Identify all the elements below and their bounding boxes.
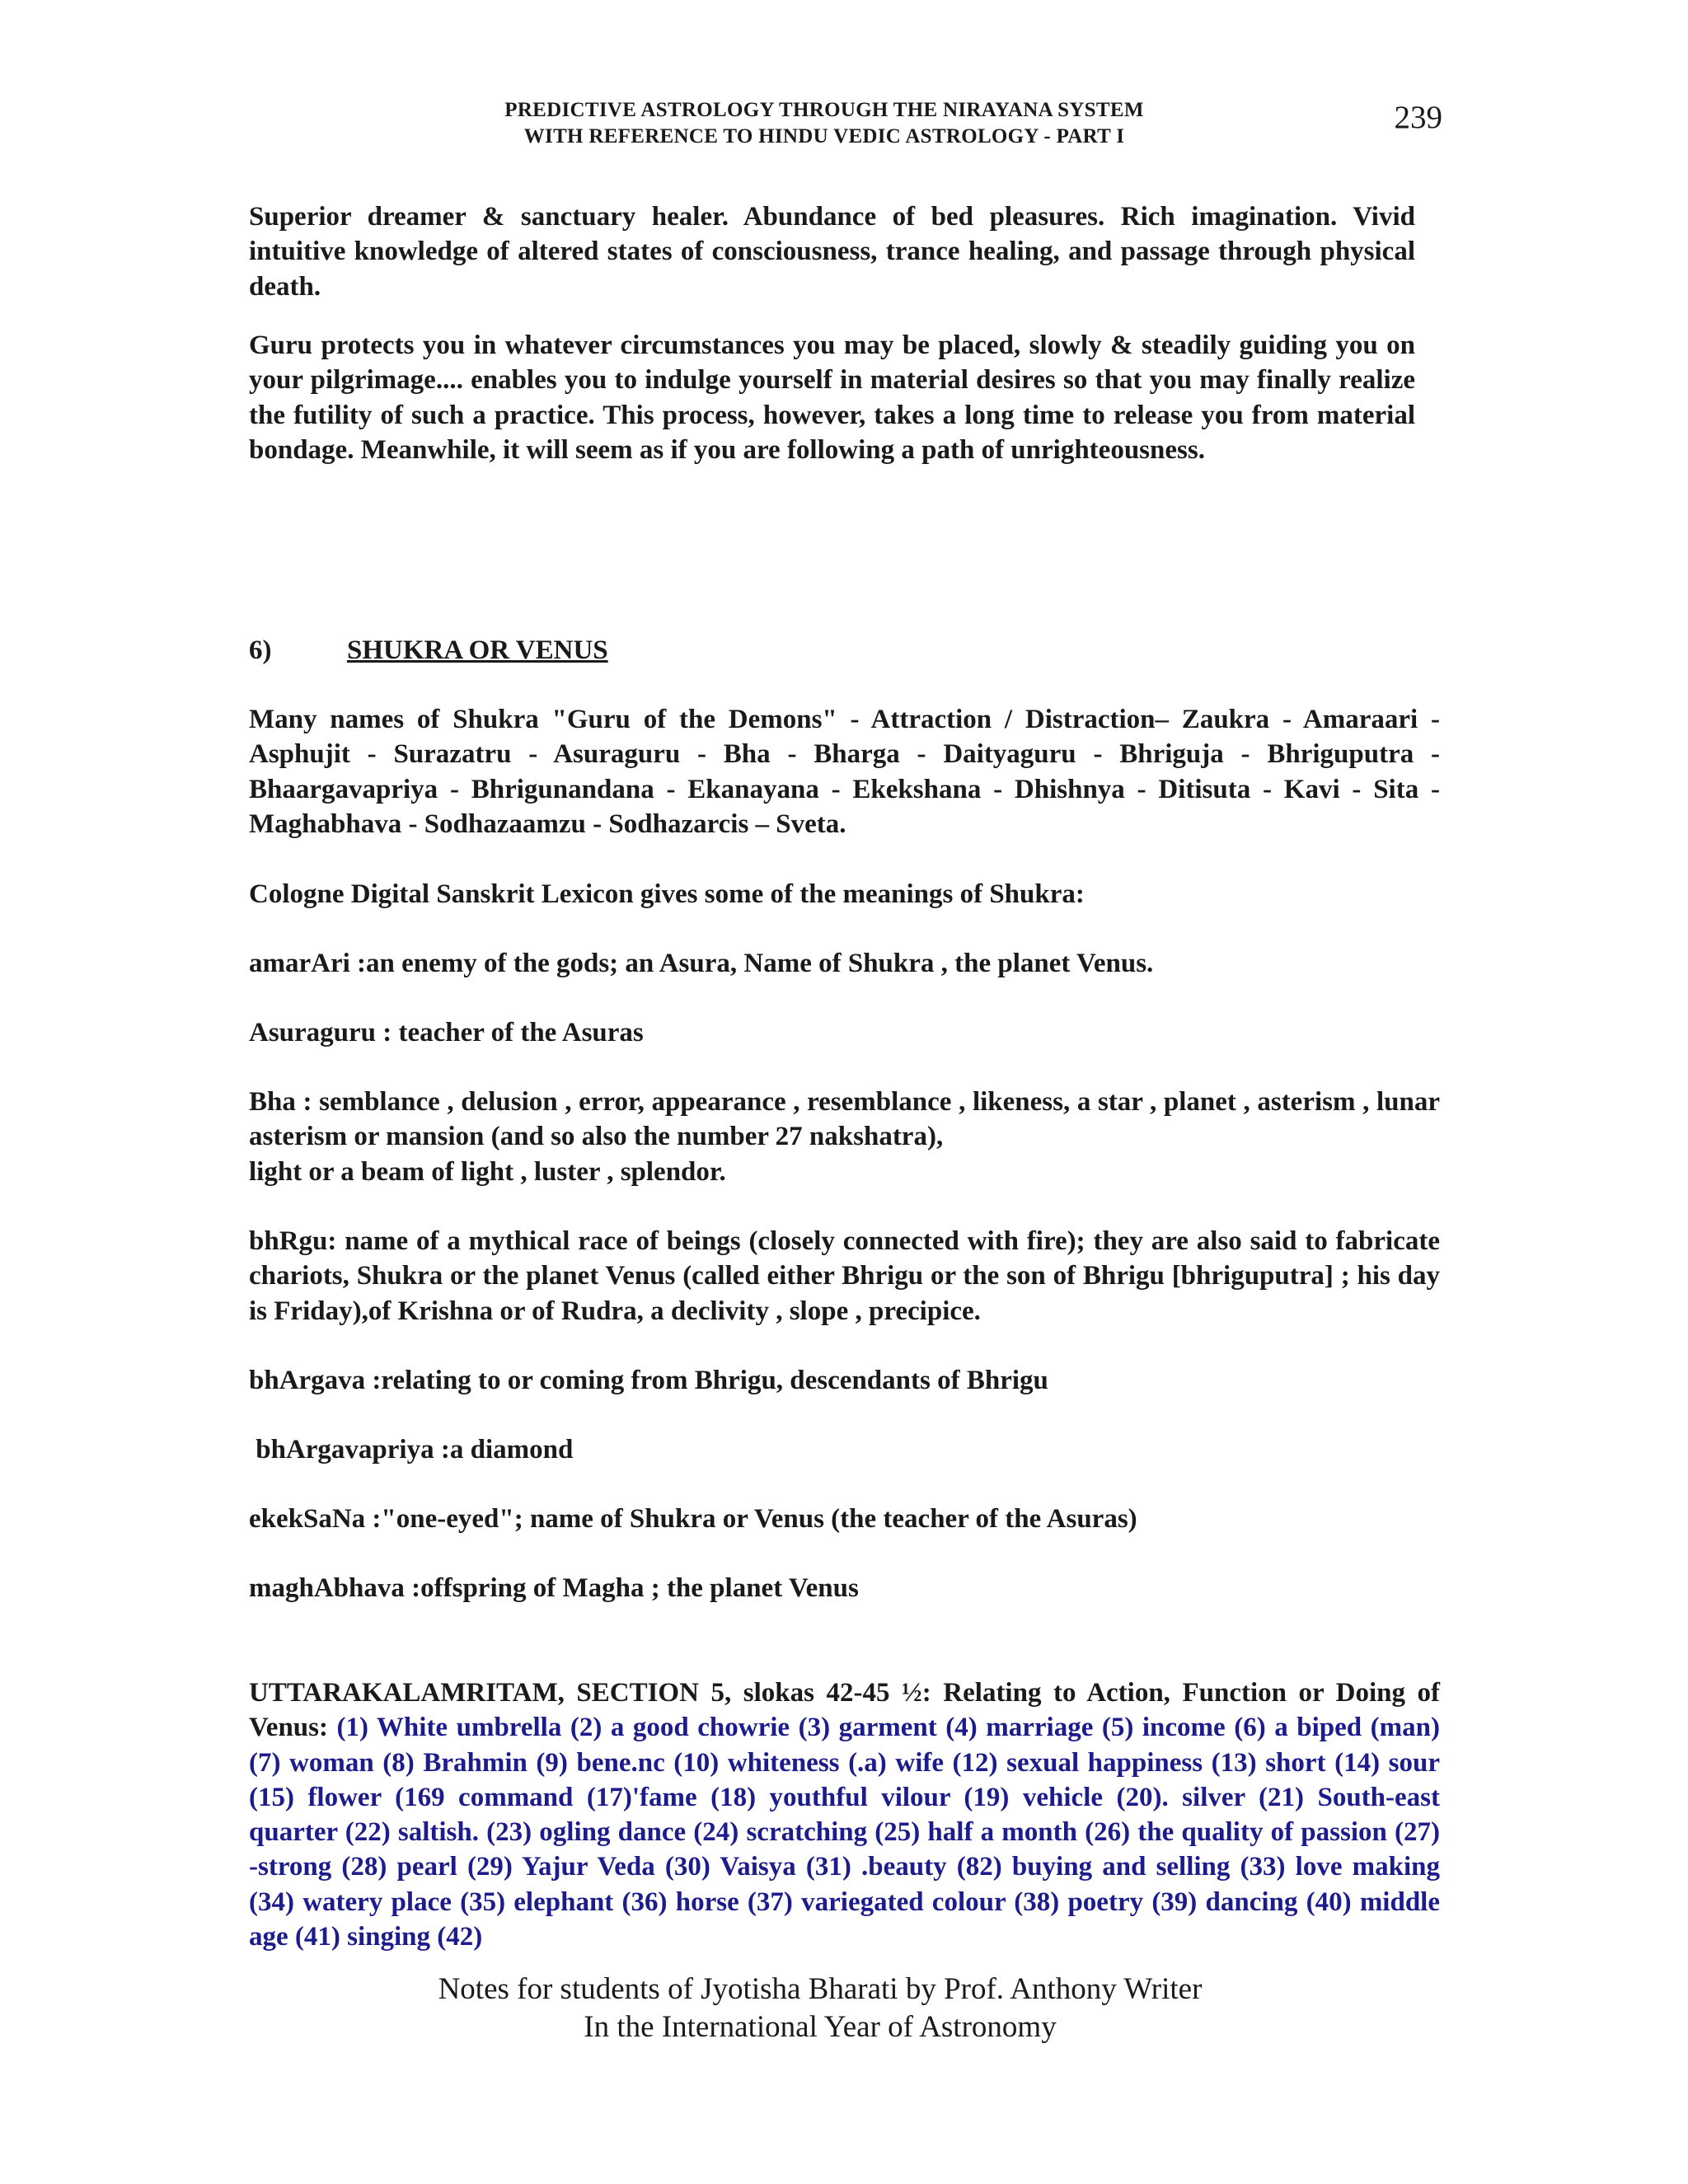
page-number: 239: [1394, 100, 1442, 135]
lexicon-entry-bha-text: Bha : semblance , delusion , error, appearance , resemblance , likeness, a star , planet , asterism , lunar asterism or mansion (and so also the number 27 nakshatra),: [249, 1087, 1440, 1152]
lexicon-entry-asuraguru: Asuraguru : teacher of the Asuras: [249, 1018, 644, 1047]
lexicon-entry-bhargava: bhArgava :relating to or coming from Bhrigu, descendants of Bhrigu: [249, 1366, 1048, 1395]
section-title: SHUKRA OR VENUS: [347, 635, 608, 665]
shukra-names-paragraph: Many names of Shukra "Guru of the Demons" - Attraction / Distraction– Zaukra - Amaraari - Asphujit - Surazatru - Asuraguru - Bha - Bharga - Daityaguru - Bhriguja - Bhriguputra - Bhaargavapriya - Bhrigunandana - Ekanayana - Ekekshana - Dhishnya - Ditisuta - Kavi - Sita - Maghabhava - Sodhazaamzu - Sodhazarcis – Sveta.: [249, 705, 1440, 839]
footer-line-1: Notes for students of Jyotisha Bharati by Prof. Anthony Writer: [438, 1972, 1203, 2006]
running-header: [247, 97, 1401, 150]
lexicon-entry-bhrgu: bhRgu: name of a mythical race of beings (closely connected with fire); they are also said to fabricate chariots, Shukra or the planet Venus (called either Bhrigu or the son of Bhrigu [bhriguputra] ; his day is Friday),of Krishna or of Rudra, a declivity , slope , precipice.: [249, 1226, 1440, 1326]
intro-paragraph-2: Guru protects you in whatever circumstances you may be placed, slowly & steadily guiding you on your pilgrimage.... enables you to indulge yourself in material desires so that you may finally realize the futility of such a practice. This process, however, takes a long time to release you from material bondage. Meanwhile, it will seem as if you are following a path of unrighteousness.: [249, 330, 1415, 465]
lexicon-entry-amarari: amarAri :an enemy of the gods; an Asura, Name of Shukra , the planet Venus.: [249, 949, 1154, 978]
lexicon-entry-maghabhava: maghAbhava :offspring of Magha ; the planet Venus: [249, 1573, 859, 1603]
lexicon-entry-bha: [249, 1085, 1440, 1189]
running-header-line-1: PREDICTIVE ASTROLOGY THROUGH THE NIRAYANA SYSTEM: [504, 99, 1144, 121]
intro-paragraph-1: Superior dreamer & sanctuary healer. Abundance of bed pleasures. Rich imagination. Vivid intuitive knowledge of altered states of consciousness, trance healing, and passage through physical death.: [249, 202, 1415, 302]
lexicon-entry-bha-continuation: light or a beam of light , luster , splendor.: [249, 1156, 726, 1187]
section-number: 6): [249, 635, 272, 665]
lexicon-intro: Cologne Digital Sanskrit Lexicon gives some of the meanings of Shukra:: [249, 879, 1085, 909]
footer-line-2: In the International Year of Astronomy: [584, 2010, 1057, 2044]
lexicon-entry-ekeksana: ekekSaNa :"one-eyed"; name of Shukra or Venus (the teacher of the Asuras): [249, 1504, 1137, 1534]
page-footer: [247, 1971, 1393, 2046]
uttarakalamritam-lead: UTTARAKALAMRITAM, SECTION 5, slokas 42-45 ½: Relating to Action, Function or Doing of Venus:: [249, 1678, 1440, 1743]
uttarakalamritam-paragraph: [249, 1675, 1440, 1954]
running-header-line-2: WITH REFERENCE TO HINDU VEDIC ASTROLOGY - PART I: [523, 125, 1125, 148]
venus-significations-list: (1) White umbrella (2) a good chowrie (3) garment (4) marriage (5) income (6) a biped (man) (7) woman (8) Brahmin (9) bene.nc (10) whiteness (.a) wife (12) sexual happiness (13) short (14) sour (15) flower (169 command (17)'fame (18) youthful vilour (19) vehicle (20). silver (21) South-east quarter (22) saltish. (23) ogling dance (24) scratching (25) half a month (26) the quality of passion (27) -strong (28) pearl (29) Yajur Veda (30) Vaisya (31) .beauty (82) buying and selling (33) love making (34) watery place (35) elephant (36) horse (37) variegated colour (38) poetry (39) dancing (40) middle age (41) singing (42): [249, 1713, 1440, 1952]
lexicon-entry-bhargavapriya: bhArgavapriya :a diamond: [249, 1435, 574, 1465]
